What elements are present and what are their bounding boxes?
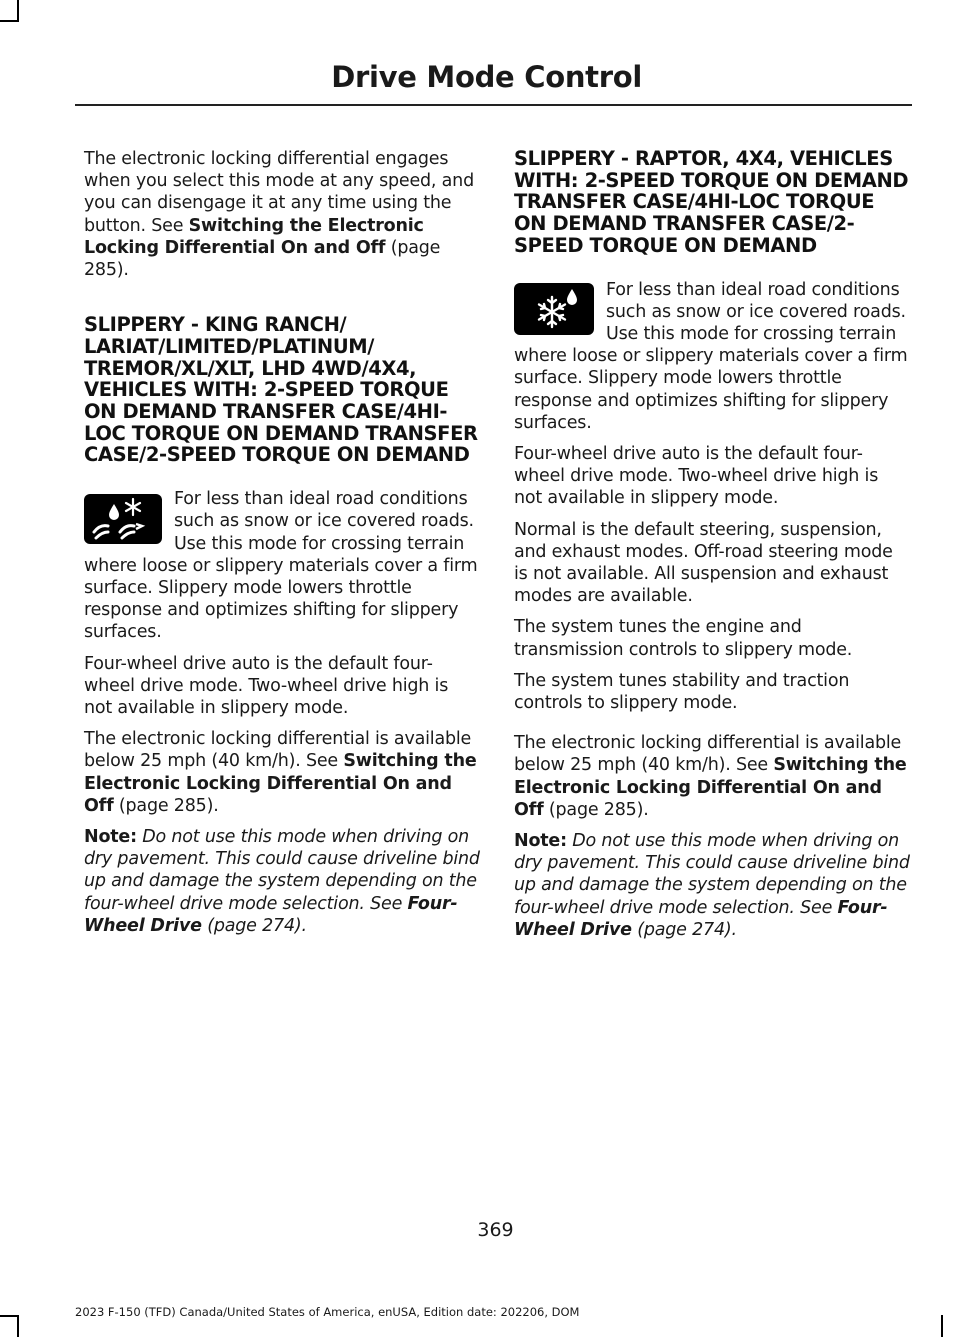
page-title: Drive Mode Control	[331, 60, 642, 94]
note-label: Note:	[84, 826, 137, 847]
paragraph: The system tunes stability and traction controls to slippery mode.	[514, 670, 850, 713]
right-column	[514, 148, 910, 950]
cross-reference-link[interactable]: Switching the Electronic Locking Differential On and Off	[84, 215, 424, 258]
cross-reference-link[interactable]: Four-Wheel Drive	[84, 893, 458, 936]
crop-mark	[0, 1315, 17, 1317]
slippery-road-icon	[84, 494, 162, 544]
cross-reference-link[interactable]: Switching the Electronic Locking Differential On and Off	[84, 751, 477, 816]
note-paragraph: Note: Do not use this mode when driving on dry pavement. This could cause driveline bind up and damage the system depending on the four-wheel drive mode selection. See Four-Wheel Drive (page 274).	[84, 826, 480, 936]
note-paragraph: Note: Do not use this mode when driving on dry pavement. This could cause driveline bind up and damage the system depending on the four-wheel drive mode selection. See Four-Wheel Drive (page 274).	[514, 830, 910, 940]
paragraph: For less than ideal road conditions such as snow or ice covered roads. Use this mode for crossing terrain where loose or slippery materials cover a firm surface. Slippery mode lowers throttle response and optimizes shifting for slippery surfaces.	[514, 279, 908, 433]
cross-reference-link[interactable]: Four-Wheel Drive	[514, 897, 888, 940]
paragraph: Four-wheel drive auto is the default four-wheel drive mode. Two-wheel drive high is not available in slippery mode.	[84, 653, 449, 718]
paragraph: Normal is the default steering, suspension, and exhaust modes. Off-road steering mode is not available. All suspension and exhaust modes are available.	[514, 519, 893, 607]
crop-mark	[941, 1315, 943, 1337]
note-label: Note:	[514, 830, 567, 851]
paragraph: The electronic locking differential is available below 25 mph (40 km/h). See Switching the Electronic Locking Differential On and Off (page 285).	[84, 729, 477, 816]
paragraph: The system tunes the engine and transmission controls to slippery mode.	[514, 617, 853, 660]
paragraph: For less than ideal road conditions such as snow or ice covered roads. Use this mode for crossing terrain where loose or slippery materials cover a firm surface. Slippery mode lowers throttle response and optimizes shifting for slippery surfaces.	[84, 489, 478, 643]
section-heading-slippery-raptor: SLIPPERY - RAPTOR, 4X4, VEHICLES WITH: 2-SPEED TORQUE ON DEMAND TRANSFER CASE/4HI-LOC TORQUE ON DEMAND TRANSFER CASE/2-SPEED TORQUE ON DEMAND	[514, 147, 909, 257]
paragraph: The electronic locking differential is available below 25 mph (40 km/h). See Switching the Electronic Locking Differential On and Off (page 285).	[514, 733, 907, 820]
edition-footer: 2023 F-150 (TFD) Canada/United States of America, enUSA, Edition date: 202206, DOM	[75, 1305, 580, 1319]
left-column	[84, 148, 480, 946]
crop-mark	[0, 20, 17, 22]
paragraph: Four-wheel drive auto is the default four-wheel drive mode. Two-wheel drive high is not available in slippery mode.	[514, 443, 879, 509]
crop-mark	[17, 0, 19, 22]
crop-mark	[17, 1315, 19, 1337]
page-number: 369	[477, 1219, 514, 1241]
cross-reference-link[interactable]: Switching the Electronic Locking Differential On and Off	[514, 755, 907, 820]
section-heading-slippery-king-ranch: SLIPPERY - KING RANCH/ LARIAT/LIMITED/PLATINUM/ TREMOR/XL/XLT, LHD 4WD/4X4, VEHICLES WITH: 2-SPEED TORQUE ON DEMAND TRANSFER CASE/4HI-LOC TORQUE ON DEMAND TRANSFER CASE/2-SPEED TORQUE ON DEMAND	[84, 313, 478, 467]
snowflake-drop-icon	[514, 283, 594, 335]
intro-paragraph: The electronic locking differential engages when you select this mode at any speed, and you can disengage it at any time using the button. See Switching the Electronic Locking Differential On and Off (page 285).	[84, 149, 474, 281]
header-divider	[75, 104, 912, 106]
